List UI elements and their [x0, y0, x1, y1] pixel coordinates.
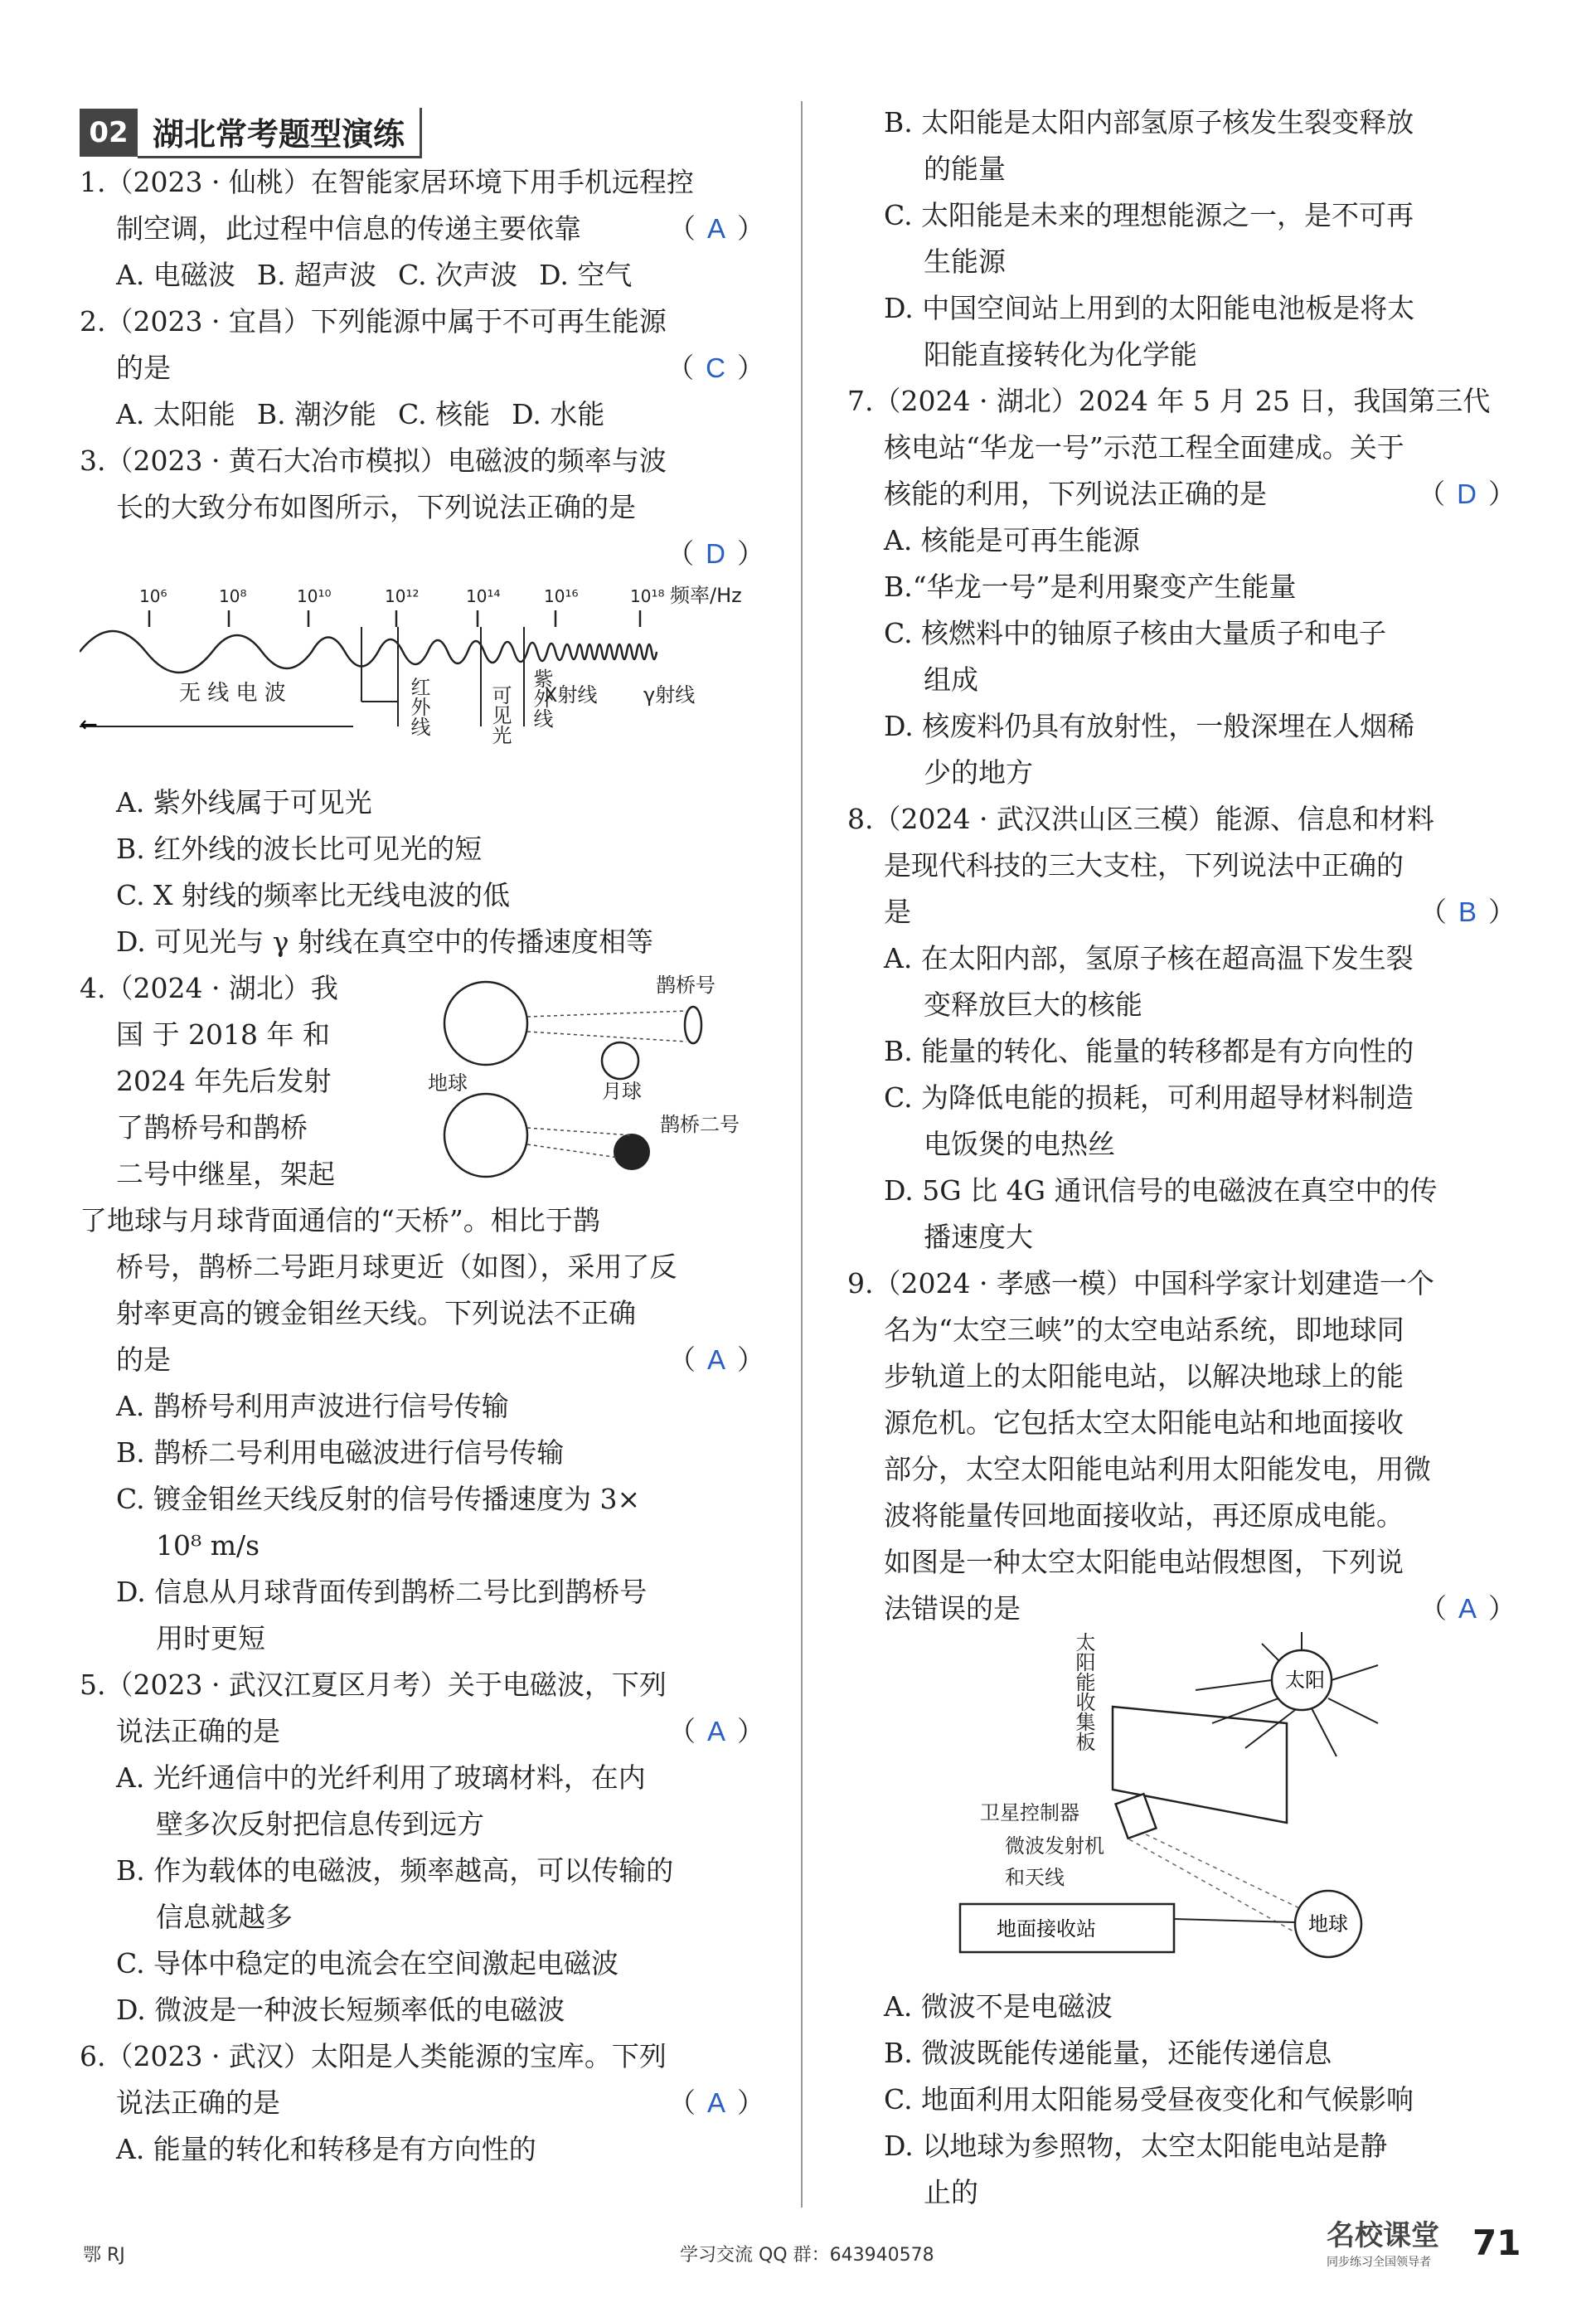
q6-option-c: C. 太阳能是未来的理想能源之一，是不可再: [884, 199, 1414, 231]
q6-option-d-cont: 阳能直接转化为化学能: [924, 338, 1197, 371]
q9-line1: 9.（2024 · 孝感一模）中国科学家计划建造一个: [847, 1267, 1434, 1299]
ultraviolet-label: 紫外线: [530, 668, 553, 728]
earth-label-q9: 地球: [1308, 1912, 1348, 1936]
q8-option-d: D. 5G 比 4G 通讯信号的电磁波在真空中的传: [884, 1174, 1438, 1207]
q7-option-c-cont: 组成: [924, 663, 978, 696]
q1-line1: 1.（2023 · 仙桃）在智能家居环境下用手机远程控: [80, 166, 694, 198]
q7-line1: 7.（2024 · 湖北）2024 年 5 月 25 日，我国第三代: [847, 385, 1491, 417]
q5-line2: 说法正确的是 （ A ）: [80, 1708, 764, 1755]
section-header: [80, 106, 422, 159]
footer-qq-group: 学习交流 QQ 群：643940578: [680, 2245, 934, 2266]
q8-option-a: A. 在太阳内部，氢原子核在超高温下发生裂: [884, 942, 1414, 974]
q5-option-a-cont: 壁多次反射把信息传到远方: [156, 1808, 484, 1840]
visible-light-label: 可见光: [488, 685, 512, 745]
q6-option-b: B. 太阳能是太阳内部氢原子核发生裂变释放: [884, 106, 1414, 138]
xray-label: X射线: [544, 683, 598, 707]
q7-answer: （ D ）: [1418, 478, 1516, 510]
footer-edition: 鄂 RJ: [83, 2245, 125, 2266]
q3-option-b: B. 红外线的波长比可见光的短: [116, 833, 483, 865]
q6-option-b-cont: 的能量: [924, 153, 1006, 185]
q6-option-c-cont: 生能源: [924, 245, 1006, 278]
wave-line: [80, 631, 657, 673]
q6-option-a: A. 能量的转化和转移是有方向性的: [116, 2133, 536, 2165]
space-solar-station-figure: [847, 1632, 1516, 1980]
antenna-label: 和天线: [1005, 1866, 1065, 1889]
q7-option-d: D. 核废料仍具有放射性，一般深埋在人烟稀: [884, 710, 1415, 742]
q1-option-a: A. 电磁波: [116, 259, 235, 291]
q8-line2: 是现代科技的三大支柱，下列说法中正确的: [884, 849, 1404, 882]
q4-line9: 的是 （ A ）: [80, 1337, 764, 1383]
earth-label: 地球: [428, 1071, 468, 1095]
tick-label: 10¹⁰: [297, 586, 332, 606]
q8-line1: 8.（2024 · 武汉洪山区三模）能源、信息和材料: [847, 803, 1434, 835]
q1-answer: （ A ）: [667, 212, 764, 245]
frequency-unit: 频率/Hz: [670, 584, 742, 607]
q5-option-b: B. 作为载体的电磁波，频率越高，可以传输的: [116, 1854, 674, 1887]
section-number: 02: [80, 109, 138, 157]
tick-label: 10⁶: [139, 586, 167, 606]
q7-option-d-cont: 少的地方: [924, 756, 1033, 789]
q9-line8: 法错误的是 （ A ）: [847, 1586, 1516, 1632]
q9-line5: 部分，太空太阳能电站利用太阳能发电，用微: [884, 1453, 1431, 1485]
q4-line8: 射率更高的镀金钼丝天线。下列说法不正确: [116, 1297, 636, 1329]
q5-option-b-cont: 信息就越多: [156, 1901, 293, 1933]
q9-option-d: D. 以地球为参照物，太空太阳能电站是静: [884, 2130, 1388, 2162]
q4-answer: （ A ）: [667, 1343, 764, 1376]
q2-option-a: A. 太阳能: [116, 398, 235, 430]
q7-option-a: A. 核能是可再生能源: [884, 524, 1140, 556]
brand-name: 名校课堂: [1327, 2219, 1439, 2252]
q4-option-b: B. 鹊桥二号利用电磁波进行信号传输: [116, 1436, 565, 1469]
q9-line6: 波将能量传回地面接收站，再还原成电能。: [884, 1499, 1404, 1532]
q6-option-d: D. 中国空间站上用到的太阳能电池板是将太: [884, 292, 1415, 324]
q8-line3: 是 （ B ）: [847, 889, 1516, 935]
q4-option-d-cont: 用时更短: [156, 1622, 265, 1654]
infrared-label: 红外线: [407, 677, 430, 736]
q8-option-c-cont: 电饭煲的电热丝: [924, 1128, 1115, 1160]
q2-line1: 2.（2023 · 宜昌）下列能源中属于不可再生能源: [80, 305, 667, 338]
q4-line7: 桥号，鹊桥二号距月球更近（如图），采用了反: [116, 1251, 677, 1283]
q9-line2: 名为“太空三峡”的太空电站系统，即地球同: [884, 1314, 1404, 1346]
q7-option-b: B.“华龙一号”是利用聚变产生能量: [884, 571, 1297, 603]
q3-option-c: C. X 射线的频率比无线电波的低: [116, 879, 511, 911]
q1-option-b: B. 超声波: [256, 259, 377, 291]
q1-line2: 制空调，此过程中信息的传递主要依靠 （ A ）: [80, 206, 764, 252]
q5-option-a: A. 光纤通信中的光纤利用了玻璃材料，在内: [116, 1761, 646, 1794]
q9-answer: （ A ）: [1419, 1592, 1516, 1625]
q1-option-d: D. 空气: [539, 259, 633, 291]
radio-wave-label: 无 线 电 波: [179, 681, 286, 706]
q3-answer-line: [80, 531, 764, 577]
column-divider: [801, 101, 803, 2208]
q2-option-c: C. 核能: [398, 398, 491, 430]
moon-label: 月球: [602, 1080, 642, 1103]
q8-option-a-cont: 变释放巨大的核能: [924, 989, 1142, 1021]
tick-label: 10¹⁸: [630, 586, 665, 606]
brand-logo: [1327, 2213, 1439, 2270]
q8-option-b: B. 能量的转化、能量的转移都是有方向性的: [884, 1035, 1414, 1067]
q4-line4: 了鹊桥号和鹊桥: [116, 1111, 308, 1144]
arrow-left-icon: ←: [80, 712, 98, 737]
q6-line2: 说法正确的是 （ A ）: [80, 2080, 764, 2126]
em-spectrum-figure: [80, 577, 764, 776]
q2-option-d: D. 水能: [512, 398, 605, 430]
sun-label: 太阳: [1285, 1669, 1325, 1692]
q4-line6: 了地球与月球背面通信的“天桥”。相比于鹊: [80, 1204, 600, 1236]
q1-options: [80, 252, 764, 299]
solar-panel-label: 太阳能收集板: [1072, 1632, 1095, 1751]
q2-option-b: B. 潮汐能: [256, 398, 377, 430]
q4-option-a: A. 鹊桥号利用声波进行信号传输: [116, 1390, 509, 1422]
brand-slogan: 同步练习全国领导者: [1327, 2256, 1431, 2269]
q9-line4: 源危机。它包括太空太阳能电站和地面接收: [884, 1406, 1404, 1439]
emitter-label: 微波发射机: [1005, 1834, 1104, 1858]
q4-option-c-cont: 10⁸ m/s: [156, 1529, 260, 1562]
left-column: [80, 159, 764, 2173]
q4-intro: [80, 965, 764, 1197]
q9-line3: 步轨道上的太阳能电站，以解决地球上的能: [884, 1360, 1404, 1392]
queqiao2-label: 鹊桥二号: [660, 1113, 740, 1136]
right-column: [847, 100, 1516, 2216]
q2-options: [80, 391, 764, 438]
q3-line1: 3.（2023 · 黄石大冶市模拟）电磁波的频率与波: [80, 444, 667, 477]
q4-line5: 二号中继星，架起: [116, 1158, 335, 1190]
q5-answer: （ A ）: [667, 1715, 764, 1747]
q2-answer: （ C ）: [667, 352, 764, 384]
q3-option-d: D. 可见光与 γ 射线在真空中的传播速度相等: [116, 925, 653, 958]
q6-answer: （ A ）: [667, 2086, 764, 2119]
page-number: 71: [1472, 2222, 1521, 2263]
tick-label: 10⁸: [219, 586, 247, 606]
q5-option-c: C. 导体中稳定的电流会在空间激起电磁波: [116, 1947, 619, 1980]
tick-label: 10¹²: [385, 586, 420, 606]
q4-option-c: C. 镀金钼丝天线反射的信号传播速度为 3×: [116, 1483, 641, 1515]
q8-option-d-cont: 播速度大: [924, 1221, 1033, 1253]
q8-answer: （ B ）: [1419, 896, 1516, 928]
ground-station-label: 地面接收站: [997, 1917, 1096, 1941]
q8-option-c: C. 为降低电能的损耗，可利用超导材料制造: [884, 1081, 1414, 1114]
q7-line3: 核能的利用，下列说法正确的是 （ D ）: [847, 471, 1516, 517]
q1-option-c: C. 次声波: [398, 259, 518, 291]
q4-line3: 2024 年先后发射: [116, 1065, 332, 1097]
q4-line2: 国 于 2018 年 和: [116, 1018, 330, 1051]
q7-option-c: C. 核燃料中的铀原子核由大量质子和电子: [884, 617, 1387, 649]
q2-line2: 的是 （ C ）: [80, 345, 764, 391]
q7-line2: 核电站“华龙一号”示范工程全面建成。关于: [884, 431, 1404, 464]
q4-option-d: D. 信息从月球背面传到鹊桥二号比到鹊桥号: [116, 1576, 648, 1608]
q4-line1: 4.（2024 · 湖北）我: [80, 972, 338, 1004]
q9-option-c: C. 地面利用太阳能易受昼夜变化和气候影响: [884, 2083, 1414, 2116]
q9-line7: 如图是一种太空太阳能电站假想图，下列说: [884, 1546, 1404, 1578]
q3-line2: 长的大致分布如图所示，下列说法正确的是: [116, 491, 636, 523]
q9-option-b: B. 微波既能传递能量，还能传递信息: [884, 2037, 1332, 2069]
q6-line1: 6.（2023 · 武汉）太阳是人类能源的宝库。下列: [80, 2040, 667, 2072]
q9-option-d-cont: 止的: [924, 2176, 978, 2208]
controller-label: 卫星控制器: [980, 1801, 1079, 1824]
gamma-label: γ射线: [643, 683, 696, 707]
q5-option-d: D. 微波是一种波长短频率低的电磁波: [116, 1994, 565, 2026]
relay-satellite-figure: [395, 965, 764, 1197]
q5-line1: 5.（2023 · 武汉江夏区月考）关于电磁波，下列: [80, 1669, 667, 1701]
tick-label: 10¹⁶: [544, 586, 579, 606]
queqiao-label: 鹊桥号: [656, 974, 716, 997]
section-title: 湖北常考题型演练: [138, 108, 422, 158]
q9-option-a: A. 微波不是电磁波: [884, 1990, 1113, 2023]
q3-answer: （ D ）: [667, 537, 764, 570]
q3-option-a: A. 紫外线属于可见光: [116, 786, 372, 819]
tick-label: 10¹⁴: [466, 586, 501, 606]
